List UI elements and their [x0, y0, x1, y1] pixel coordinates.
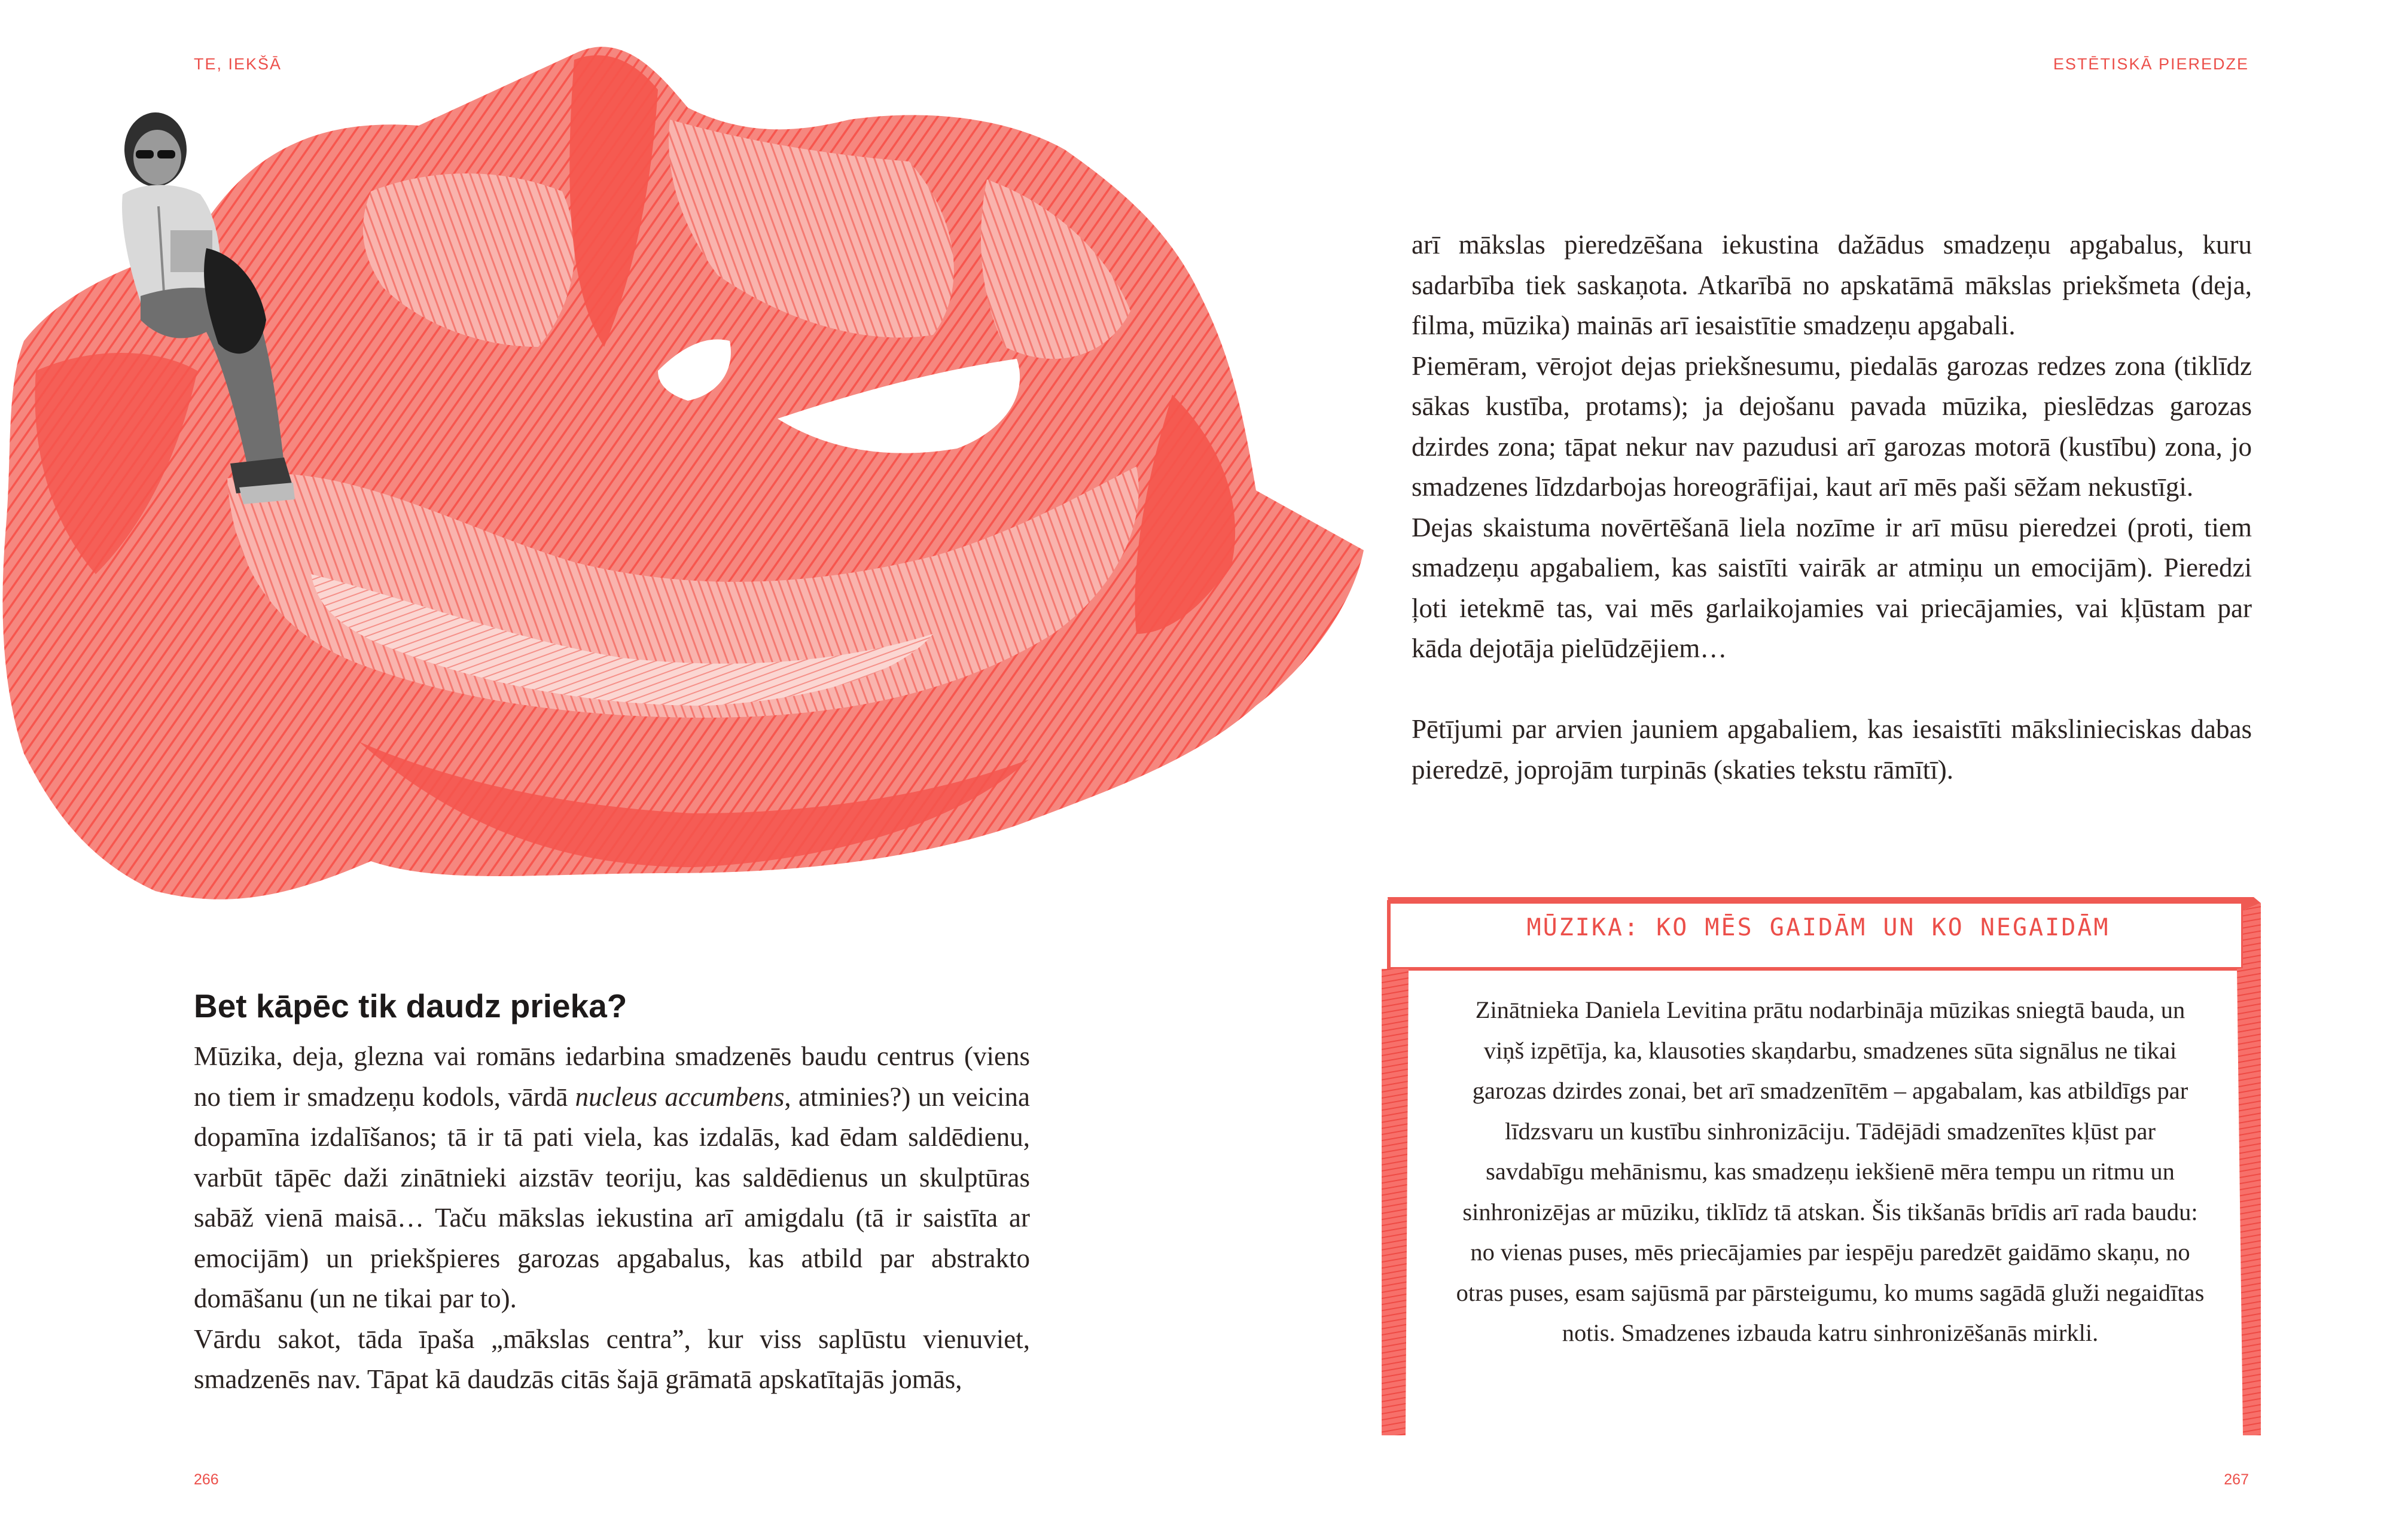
seated-woman-photo: [87, 105, 314, 517]
right-paragraph-2: Piemēram, vērojot dejas priekšnesumu, piedalās garozas redzes zona (tiklīdz sākas kustība, protams); ja dejošanu pavada mūzika, pieslēdzas garozas dzirdes zona; tāpat nekur nav pazudusi arī garozas motorā (kustību) zona, jo smadzenes līdzdarbojas horeogrāfijai, kaut arī mēs paši sēžam nekustīgi.: [1412, 350, 2252, 502]
left-body-text: [194, 1036, 1030, 1400]
left-paragraph-2: Vārdu sakot, tāda īpaša „mākslas centra”, kur viss saplūstu vienuviet, smadzenēs nav. Tāpat kā daudzās citās šajā grāmatā apskatītajās jomās,: [194, 1324, 1030, 1394]
right-paragraph-1: arī mākslas pieredzēšana iekustina dažādus smadzeņu apgabalus, kuru sadarbība tiek saskaņota. Atkarībā no apskatāmā mākslas priekšmeta (deja, filma, mūzika) mainās arī iesaistītie smadzeņu apgabali.: [1412, 230, 2252, 340]
right-paragraph-4: Pētījumi par arvien jauniem apgabaliem, kas iesaistīti mākslinieciskas dabas pieredzē, joprojām turpinās (skaties tekstu rāmītī).: [1412, 714, 2252, 785]
latin-term: nucleus accumbens: [575, 1081, 785, 1112]
right-page-number: 267: [2224, 1471, 2249, 1488]
right-body-text: [1412, 225, 2252, 790]
left-page-number: 266: [194, 1471, 219, 1488]
section-heading: Bet kāpēc tik daudz prieka?: [194, 987, 627, 1024]
right-running-head: ESTĒTISKĀ PIEREDZE: [2053, 55, 2249, 73]
left-running-head: TE, IEKŠĀ: [194, 55, 282, 73]
sidebar-title: MŪZIKA: KO MĒS GAIDĀM UN KO NEGAIDĀM: [1526, 914, 2110, 941]
paragraph-gap: [1412, 669, 2252, 710]
right-paragraph-3: Dejas skaistuma novērtēšanā liela nozīme ir arī mūsu pieredzei (proti, tiem smadzeņu apgabaliem, kas saistīti vairāk ar atmiņu un emocijām). Pieredzi ļoti ietekmē tas, vai mēs garlaikojamies vai priecājamies, vai kļūstam par kāda dejotāja pielūdzējiem…: [1412, 512, 2252, 663]
left-paragraph-1: Mūzika, deja, glezna vai romāns iedarbina smadzenēs baudu centrus (viens no tiem ir smadzeņu kodols, vārdā nucleus accumbens, atminies?) un veicina dopamīna izdalīšanos; tā ir tā pati viela, kas izdalās, kad ēdam saldēdienu, varbūt tāpēc daži zinātnieki aizstāv teoriju, kas saldēdienus un skulptūras sabāž vienā maisā… Taču mākslas iekustina arī amigdalu (tā ir saistīta ar emocijām) un priekšpieres garozas apgabalus, kas atbild par abstrakto domāšanu (un ne tikai par to).: [194, 1041, 1030, 1313]
sidebar-text: Zinātnieka Daniela Levitina prātu nodarbināja mūzikas sniegtā bauda, un viņš izpētīja, ka, klausoties skaņdarbu, smadzenes sūta signālus ne tikai garozas dzirdes zonai, bet arī smadzenītēm – apgabalam, kas atbildīgs par līdzsvaru un kustību sinhronizāciju. Tādējādi smadzenītes kļūst par savdabīgu mehānismu, kas smadzeņu iekšienē mēra tempu un ritmu un sinhronizējas ar mūziku, tiklīdz tā atskan. Šis tikšanās brīdis arī rada baudu: no vienas puses, mēs priecājamies par iespēju paredzēt gaidāmo skaņu, no otras puses, esam sajūsmā par pārsteigumu, ko mums sagādā gluži negaidītas notis. Smadzenes izbauda katru sinhronizēšanās mirkli.: [1456, 996, 2205, 1346]
